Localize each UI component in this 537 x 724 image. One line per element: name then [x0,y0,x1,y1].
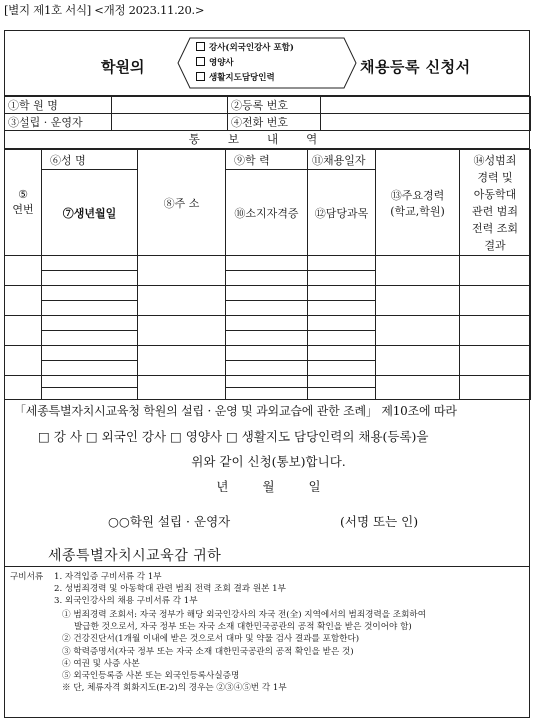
label-registration-number: ②등록 번호 [228,97,321,114]
cell-hire-date[interactable] [308,346,376,361]
cell-certificate[interactable] [226,301,308,316]
cell-crime-check[interactable] [460,316,531,346]
phone-field[interactable] [321,114,531,131]
legal-basis: 「세종특별자치시교육청 학원의 설립 · 운영 및 과외교습에 관한 조례」 제10조에 따라 [14,404,457,418]
cell-education[interactable] [226,256,308,271]
cell-birthdate[interactable] [42,388,138,400]
documents-subitem: ⑤ 외국인등록증 사본 또는 외국인등록사실증명 [62,670,240,681]
applicant-label: ○○학원 설립 · 운영자 [108,514,231,529]
title-left: 학원의 [101,58,145,76]
info-row [5,114,531,131]
cell-education[interactable] [226,286,308,301]
cell-crime-check[interactable] [460,376,531,400]
cell-subject[interactable] [308,388,376,400]
academy-info-table [4,96,531,131]
label-founder: ③설립 · 운영자 [5,114,112,131]
documents-subitem: ③ 학력증명서(자국 정부 또는 자국 소재 대한민국공관의 공적 확인을 받은 것) [62,646,354,657]
cell-crime-check[interactable] [460,256,531,286]
cell-address[interactable] [138,376,226,400]
cell-career[interactable] [376,316,460,346]
col-subject: ⑫담당과목 [308,170,376,256]
cell-address[interactable] [138,316,226,346]
cell-serial[interactable] [5,286,42,316]
info-row [5,97,531,114]
cell-serial[interactable] [5,346,42,376]
col-name: ⑥성 명 [42,150,138,170]
documents-subitem: ② 건강진단서(1개월 이내에 받은 것으로서 대마 및 약물 검사 결과를 포함한다) [62,634,360,645]
date-line: 년 월 일 [216,479,321,494]
cell-crime-check[interactable] [460,346,531,376]
cell-name[interactable] [42,316,138,331]
title-right: 채용등록 신청서 [360,58,471,76]
cell-crime-check[interactable] [460,286,531,316]
documents-subitem: 발급한 것으로서, 자국 정부 또는 자국 소재 대한민국공관의 공적 확인을 받은 것이어야 함) [74,622,412,633]
col-serial: ⑤ 연번 [5,150,42,256]
documents-subitem: ① 범죄경력 조회서: 자국 정부가 해당 외국인강사의 자국 전(全) 지역에서의 범죄경력을 조회하여 [62,610,426,621]
cell-serial[interactable] [5,376,42,400]
cell-address[interactable] [138,256,226,286]
option-life-guidance[interactable]: 생활지도담당인력 [196,71,275,83]
cell-education[interactable] [226,316,308,331]
cell-certificate[interactable] [226,271,308,286]
cell-career[interactable] [376,256,460,286]
option-nutritionist[interactable]: 영양사 [196,56,234,68]
addressee: 세종특별자치시교육감 귀하 [48,548,222,564]
cell-birthdate[interactable] [42,331,138,346]
cell-name[interactable] [42,346,138,361]
cell-certificate[interactable] [226,388,308,400]
checkbox-icon[interactable] [196,42,205,51]
founder-field[interactable] [112,114,228,131]
staff-table [4,149,531,400]
academy-name-field[interactable] [112,97,228,114]
col-career: ⑬주요경력 (학교,학원) [376,150,460,256]
option-instructor[interactable]: 강사(외국인강사 포함) [196,41,294,53]
notice-header: 통보내역 [4,129,530,149]
request-statement: 위와 같이 신청(통보)합니다. [191,454,346,469]
cell-hire-date[interactable] [308,316,376,331]
col-education: ⑨학 력 [226,150,308,170]
required-documents [10,571,528,694]
cell-address[interactable] [138,286,226,316]
col-birthdate: ⑦생년월일 [42,170,138,256]
registration-number-field[interactable] [321,97,531,114]
cell-serial[interactable] [5,316,42,346]
form-header: [별지 제1호 서식] <개정 2023.11.20.> [4,3,205,17]
cell-name[interactable] [42,256,138,271]
cell-certificate[interactable] [226,361,308,376]
role-checkboxes-line[interactable]: □ 강 사 □ 외국인 강사 □ 영양사 □ 생활지도 담당인력의 채용(등록)을 [38,429,429,444]
col-hire-date: ⑪채용일자 [308,150,376,170]
documents-subitem: ④ 여권 및 사증 사본 [62,658,140,669]
cell-serial[interactable] [5,256,42,286]
cell-name[interactable] [42,376,138,388]
documents-item: 구비서류 1. 자격입증 구비서류 각 1부 [10,572,162,582]
cell-subject[interactable] [308,271,376,286]
cell-subject[interactable] [308,301,376,316]
cell-address[interactable] [138,346,226,376]
documents-item: 3. 외국인강사의 채용 구비서류 각 1부 [54,596,198,607]
cell-career[interactable] [376,346,460,376]
cell-career[interactable] [376,286,460,316]
signature-label: (서명 또는 인) [340,514,419,529]
cell-hire-date[interactable] [308,256,376,271]
label-phone: ④전화 번호 [228,114,321,131]
cell-subject[interactable] [308,331,376,346]
col-address: ⑧주 소 [138,150,226,256]
cell-hire-date[interactable] [308,286,376,301]
checkbox-icon[interactable] [196,72,205,81]
cell-birthdate[interactable] [42,301,138,316]
documents-label: 구비서류 [10,572,44,582]
documents-item: 2. 성범죄경력 및 아동학대 관련 범죄 전력 조회 결과 원본 1부 [54,584,286,595]
documents-subitem: ※ 단, 체류자격 회화지도(E-2)의 경우는 ②③④⑤번 각 1부 [62,682,287,693]
cell-subject[interactable] [308,361,376,376]
divider [4,566,530,567]
cell-education[interactable] [226,376,308,388]
cell-birthdate[interactable] [42,271,138,286]
cell-education[interactable] [226,346,308,361]
cell-name[interactable] [42,286,138,301]
cell-birthdate[interactable] [42,361,138,376]
checkbox-icon[interactable] [196,57,205,66]
label-academy-name: ①학 원 명 [5,97,112,114]
cell-certificate[interactable] [226,331,308,346]
cell-hire-date[interactable] [308,376,376,388]
col-certificate: ⑩소지자격증 [226,170,308,256]
cell-career[interactable] [376,376,460,400]
col-crime-check: ⑭성범죄 경력 및 아동학대 관련 범죄 전력 조회 결과 [460,150,531,256]
